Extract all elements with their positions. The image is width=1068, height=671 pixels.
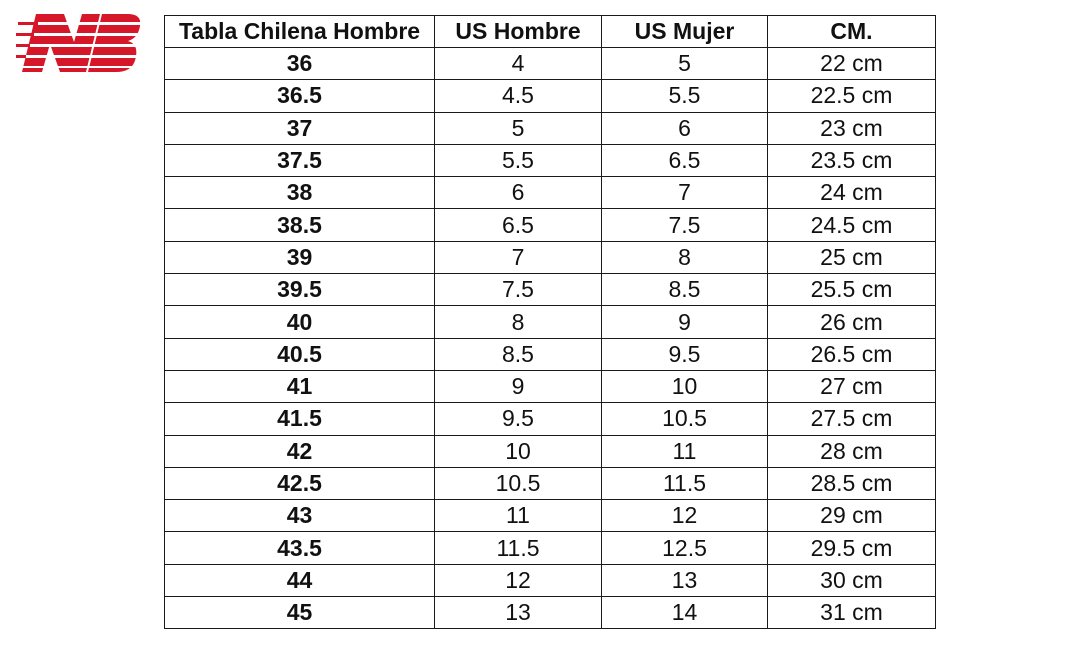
cell-us-mujer: 8.5: [602, 274, 768, 306]
table-row: [165, 564, 936, 596]
cell-chile-size: 41.5: [165, 403, 435, 435]
cell-cm: 27.5 cm: [768, 403, 936, 435]
header-tabla-chilena-hombre: Tabla Chilena Hombre: [165, 16, 435, 48]
cell-us-mujer: 9: [602, 306, 768, 338]
table-row: [165, 274, 936, 306]
new-balance-logo-icon: [16, 12, 142, 74]
header-us-mujer: US Mujer: [602, 16, 768, 48]
table-row: [165, 209, 936, 241]
table-row: [165, 306, 936, 338]
cell-chile-size: 38.5: [165, 209, 435, 241]
cell-cm: 23 cm: [768, 112, 936, 144]
cell-us-hombre: 8.5: [435, 338, 602, 370]
cell-us-mujer: 10.5: [602, 403, 768, 435]
table-body: [165, 48, 936, 629]
cell-us-mujer: 7: [602, 177, 768, 209]
cell-chile-size: 40.5: [165, 338, 435, 370]
cell-us-mujer: 12.5: [602, 532, 768, 564]
cell-chile-size: 38: [165, 177, 435, 209]
cell-us-mujer: 5: [602, 48, 768, 80]
cell-us-hombre: 11.5: [435, 532, 602, 564]
table-row: [165, 177, 936, 209]
table-row: [165, 80, 936, 112]
cell-cm: 23.5 cm: [768, 144, 936, 176]
table-header-row: [165, 16, 936, 48]
cell-us-hombre: 5.5: [435, 144, 602, 176]
table-row: [165, 435, 936, 467]
cell-chile-size: 40: [165, 306, 435, 338]
table-row: [165, 48, 936, 80]
cell-us-mujer: 13: [602, 564, 768, 596]
cell-chile-size: 39.5: [165, 274, 435, 306]
cell-us-mujer: 5.5: [602, 80, 768, 112]
cell-chile-size: 37: [165, 112, 435, 144]
cell-cm: 22.5 cm: [768, 80, 936, 112]
cell-chile-size: 43.5: [165, 532, 435, 564]
cell-chile-size: 45: [165, 597, 435, 629]
table-row: [165, 597, 936, 629]
cell-us-hombre: 7.5: [435, 274, 602, 306]
cell-us-hombre: 9.5: [435, 403, 602, 435]
cell-us-hombre: 9: [435, 370, 602, 402]
cell-us-hombre: 6: [435, 177, 602, 209]
cell-us-hombre: 13: [435, 597, 602, 629]
cell-chile-size: 36: [165, 48, 435, 80]
cell-chile-size: 41: [165, 370, 435, 402]
cell-cm: 26 cm: [768, 306, 936, 338]
cell-chile-size: 37.5: [165, 144, 435, 176]
cell-us-hombre: 8: [435, 306, 602, 338]
cell-us-mujer: 8: [602, 241, 768, 273]
table-row: [165, 112, 936, 144]
cell-us-hombre: 10: [435, 435, 602, 467]
cell-us-mujer: 11: [602, 435, 768, 467]
table-row: [165, 403, 936, 435]
table-row: [165, 532, 936, 564]
header-us-hombre: US Hombre: [435, 16, 602, 48]
table-row: [165, 467, 936, 499]
cell-us-mujer: 9.5: [602, 338, 768, 370]
cell-cm: 31 cm: [768, 597, 936, 629]
cell-cm: 22 cm: [768, 48, 936, 80]
table-row: [165, 338, 936, 370]
cell-cm: 29 cm: [768, 500, 936, 532]
cell-us-mujer: 14: [602, 597, 768, 629]
table-row: [165, 241, 936, 273]
header-cm: CM.: [768, 16, 936, 48]
cell-cm: 30 cm: [768, 564, 936, 596]
cell-us-hombre: 11: [435, 500, 602, 532]
cell-cm: 26.5 cm: [768, 338, 936, 370]
cell-us-hombre: 5: [435, 112, 602, 144]
cell-us-mujer: 10: [602, 370, 768, 402]
cell-us-hombre: 4: [435, 48, 602, 80]
cell-us-hombre: 6.5: [435, 209, 602, 241]
cell-cm: 25.5 cm: [768, 274, 936, 306]
cell-chile-size: 43: [165, 500, 435, 532]
cell-us-hombre: 10.5: [435, 467, 602, 499]
size-chart-table: [164, 15, 936, 629]
cell-us-hombre: 4.5: [435, 80, 602, 112]
cell-cm: 29.5 cm: [768, 532, 936, 564]
cell-us-mujer: 12: [602, 500, 768, 532]
cell-chile-size: 44: [165, 564, 435, 596]
cell-us-mujer: 6.5: [602, 144, 768, 176]
cell-us-mujer: 6: [602, 112, 768, 144]
cell-chile-size: 36.5: [165, 80, 435, 112]
cell-us-hombre: 12: [435, 564, 602, 596]
cell-cm: 28 cm: [768, 435, 936, 467]
cell-cm: 27 cm: [768, 370, 936, 402]
cell-us-mujer: 7.5: [602, 209, 768, 241]
cell-us-hombre: 7: [435, 241, 602, 273]
cell-cm: 28.5 cm: [768, 467, 936, 499]
cell-cm: 24 cm: [768, 177, 936, 209]
table-row: [165, 500, 936, 532]
cell-us-mujer: 11.5: [602, 467, 768, 499]
table-row: [165, 370, 936, 402]
table-row: [165, 144, 936, 176]
cell-chile-size: 42.5: [165, 467, 435, 499]
cell-cm: 25 cm: [768, 241, 936, 273]
cell-chile-size: 42: [165, 435, 435, 467]
cell-cm: 24.5 cm: [768, 209, 936, 241]
cell-chile-size: 39: [165, 241, 435, 273]
